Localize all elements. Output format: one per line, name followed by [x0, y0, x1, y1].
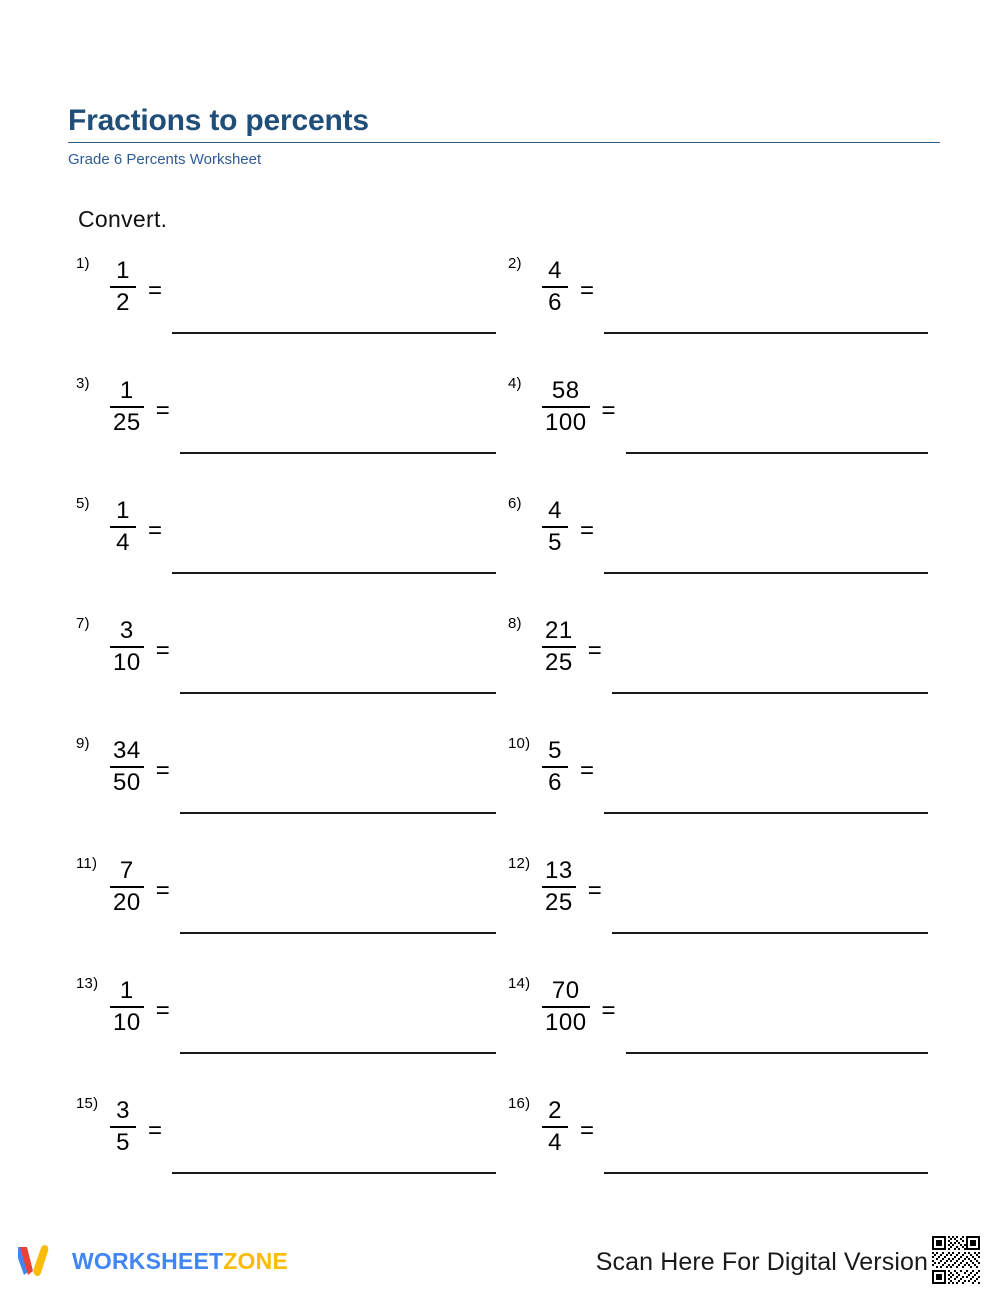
fraction-numerator: 70 — [551, 977, 580, 1004]
fraction-numerator: 34 — [113, 737, 141, 764]
instruction-text: Convert. — [78, 206, 168, 232]
fraction-bar — [110, 1006, 144, 1008]
problem-number: 10) — [508, 735, 531, 752]
problem-number: 15) — [76, 1095, 99, 1112]
fraction — [110, 372, 144, 436]
equals-sign: = — [580, 757, 595, 784]
fraction-numerator: 4 — [548, 257, 562, 284]
equals-sign: = — [587, 877, 602, 904]
problem-row — [0, 852, 1000, 972]
fraction-denominator: 25 — [113, 408, 141, 436]
equals-sign: = — [601, 997, 616, 1024]
problem-number: 13) — [76, 975, 99, 992]
fraction-denominator: 5 — [548, 528, 562, 556]
page-subtitle: Grade 6 Percents Worksheet — [68, 151, 262, 168]
fraction — [110, 612, 144, 676]
problem-row — [0, 492, 1000, 612]
fraction — [542, 612, 576, 676]
fraction-denominator: 100 — [545, 1008, 587, 1036]
equals-sign: = — [580, 517, 595, 544]
answer-blank[interactable] — [626, 452, 928, 454]
answer-blank[interactable] — [180, 812, 496, 814]
fraction-denominator: 10 — [113, 1008, 141, 1036]
problem-number: 7) — [76, 615, 90, 632]
fraction-numerator: 5 — [548, 737, 562, 764]
fraction — [542, 972, 590, 1036]
equals-sign: = — [148, 1117, 163, 1144]
problem-row — [0, 252, 1000, 372]
equals-sign: = — [587, 637, 602, 664]
equals-sign: = — [148, 277, 163, 304]
problem-row — [0, 372, 1000, 492]
fraction-bar — [110, 286, 136, 288]
fraction — [542, 732, 568, 796]
problem-number: 9) — [76, 735, 90, 752]
fraction-numerator: 13 — [545, 857, 573, 884]
problems-grid — [0, 252, 1000, 1212]
fraction-numerator: 2 — [548, 1097, 562, 1124]
fraction-bar — [110, 406, 144, 408]
equals-sign: = — [155, 757, 170, 784]
brand-wordmark — [72, 1248, 288, 1275]
equals-sign: = — [601, 397, 616, 424]
fraction — [110, 492, 136, 556]
problem-item-1 — [76, 252, 496, 348]
answer-blank[interactable] — [612, 692, 928, 694]
equals-sign: = — [155, 397, 170, 424]
fraction-numerator: 7 — [119, 857, 134, 884]
answer-blank[interactable] — [180, 932, 496, 934]
fraction-numerator: 1 — [119, 377, 134, 404]
problem-item-14 — [508, 972, 928, 1068]
fraction-denominator: 100 — [545, 408, 587, 436]
fraction-bar — [110, 526, 136, 528]
equals-sign: = — [155, 997, 170, 1024]
problem-number: 6) — [508, 495, 522, 512]
problem-item-6 — [508, 492, 928, 588]
worksheet-footer — [0, 1232, 1000, 1294]
fraction-numerator: 1 — [119, 977, 134, 1004]
fraction-bar — [542, 886, 576, 888]
fraction-bar — [542, 1006, 590, 1008]
fraction-numerator: 58 — [551, 377, 580, 404]
answer-blank[interactable] — [604, 332, 928, 334]
fraction-numerator: 4 — [548, 497, 562, 524]
fraction-numerator: 21 — [545, 617, 573, 644]
title-divider — [68, 142, 940, 143]
fraction-numerator: 1 — [116, 257, 130, 284]
fraction — [542, 252, 568, 316]
problem-number: 4) — [508, 375, 522, 392]
fraction-bar — [542, 646, 576, 648]
fraction — [542, 1092, 568, 1156]
brand-logo[interactable] — [18, 1238, 288, 1284]
fraction-bar — [542, 526, 568, 528]
fraction-denominator: 6 — [548, 288, 562, 316]
fraction-bar — [110, 886, 144, 888]
fraction-denominator: 25 — [545, 888, 573, 916]
answer-blank[interactable] — [604, 572, 928, 574]
fraction — [110, 732, 144, 796]
problem-item-13 — [76, 972, 496, 1068]
brand-wordmark-secondary: ZONE — [223, 1247, 289, 1274]
fraction-denominator: 25 — [545, 648, 573, 676]
scan-here-text: Scan Here For Digital Version — [595, 1248, 928, 1276]
fraction-bar — [542, 406, 590, 408]
problem-item-8 — [508, 612, 928, 708]
problem-number: 5) — [76, 495, 90, 512]
problem-item-4 — [508, 372, 928, 468]
problem-number: 2) — [508, 255, 522, 272]
fraction — [110, 852, 144, 916]
equals-sign: = — [148, 517, 163, 544]
problem-item-15 — [76, 1092, 496, 1188]
fraction-numerator: 3 — [116, 1097, 130, 1124]
answer-blank[interactable] — [172, 332, 496, 334]
fraction-bar — [110, 1126, 136, 1128]
problem-number: 11) — [76, 855, 98, 872]
answer-blank[interactable] — [626, 1052, 928, 1054]
problem-item-2 — [508, 252, 928, 348]
answer-blank[interactable] — [612, 932, 928, 934]
fraction-denominator: 4 — [548, 1128, 562, 1156]
fraction-denominator: 6 — [548, 768, 562, 796]
equals-sign: = — [580, 1117, 595, 1144]
fraction-denominator: 2 — [116, 288, 130, 316]
fraction-bar — [542, 766, 568, 768]
answer-blank[interactable] — [180, 452, 496, 454]
problem-number: 3) — [76, 375, 90, 392]
answer-blank[interactable] — [604, 812, 928, 814]
fraction — [542, 492, 568, 556]
problem-item-12 — [508, 852, 928, 948]
worksheetzone-v-mark-icon — [18, 1241, 64, 1281]
problem-item-7 — [76, 612, 496, 708]
answer-blank[interactable] — [172, 1172, 496, 1174]
fraction-denominator: 10 — [113, 648, 141, 676]
fraction-bar — [110, 646, 144, 648]
fraction — [110, 252, 136, 316]
equals-sign: = — [155, 637, 170, 664]
fraction-numerator: 3 — [119, 617, 134, 644]
problem-number: 14) — [508, 975, 531, 992]
problem-number: 16) — [508, 1095, 531, 1112]
problem-item-11 — [76, 852, 496, 948]
fraction — [542, 852, 576, 916]
problem-number: 8) — [508, 615, 522, 632]
fraction-bar — [542, 1126, 568, 1128]
problem-number: 12) — [508, 855, 531, 872]
fraction — [110, 972, 144, 1036]
fraction — [110, 1092, 136, 1156]
answer-blank[interactable] — [604, 1172, 928, 1174]
problem-item-3 — [76, 372, 496, 468]
problem-item-9 — [76, 732, 496, 828]
problem-number: 1) — [76, 255, 90, 272]
fraction — [542, 372, 590, 436]
problem-item-16 — [508, 1092, 928, 1188]
equals-sign: = — [580, 277, 595, 304]
page-title: Fractions to percents — [68, 104, 369, 137]
fraction-numerator: 1 — [116, 497, 130, 524]
problem-item-5 — [76, 492, 496, 588]
answer-blank[interactable] — [180, 1052, 496, 1054]
answer-blank[interactable] — [172, 572, 496, 574]
problem-row — [0, 1092, 1000, 1212]
problem-row — [0, 972, 1000, 1092]
problem-row — [0, 732, 1000, 852]
brand-wordmark-primary: WORKSHEET — [72, 1247, 224, 1274]
fraction-denominator: 20 — [113, 888, 141, 916]
fraction-denominator: 4 — [116, 528, 130, 556]
fraction-denominator: 5 — [116, 1128, 130, 1156]
problem-item-10 — [508, 732, 928, 828]
fraction-denominator: 50 — [113, 768, 141, 796]
qr-code-icon[interactable] — [930, 1232, 982, 1288]
fraction-bar — [542, 286, 568, 288]
problem-row — [0, 612, 1000, 732]
fraction-bar — [110, 766, 144, 768]
worksheet-header — [68, 104, 940, 169]
equals-sign: = — [155, 877, 170, 904]
answer-blank[interactable] — [180, 692, 496, 694]
